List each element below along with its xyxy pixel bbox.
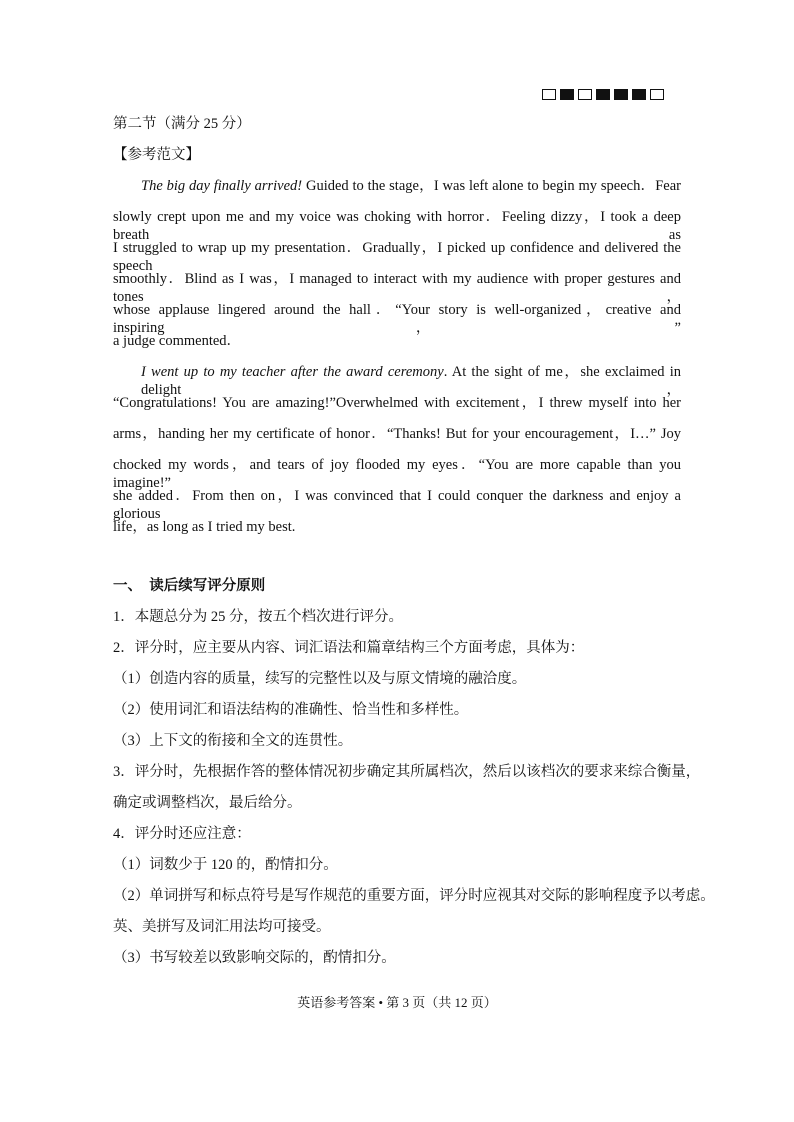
rule-2-item-2: （2）使用词汇和语法结构的准确性、恰当性和多样性。 xyxy=(113,702,469,718)
para2-line6: life，as long as I tried my best. xyxy=(113,519,296,535)
square-open-icon xyxy=(578,89,592,100)
square-filled-icon xyxy=(560,89,574,100)
para2-line1-text: . At the sight of me，she exclaimed in delight， xyxy=(141,364,682,398)
para2-line4: chocked my words，and tears of joy flooded my eyes．“You are more capable than you imagine!” xyxy=(113,457,681,491)
rule-4-item-2-line1: （2）单词拼写和标点符号是写作规范的重要方面，评分时应视其对交际的影响程度予以考虑。 xyxy=(113,888,715,904)
section-title: 第二节（满分 25 分） xyxy=(113,116,251,132)
rule-2-item-1: （1）创造内容的质量，续写的完整性以及与原文情境的融洽度。 xyxy=(113,671,527,687)
rule-1: 1．本题总分为 25 分，按五个档次进行评分。 xyxy=(113,609,403,625)
para1-line1-text: Guided to the stage，I was left alone to begin my speech．Fear xyxy=(302,178,682,194)
para1-line4: smoothly．Blind as I was，I managed to interact with my audience with proper gestures and tones， xyxy=(113,271,681,305)
square-filled-icon xyxy=(632,89,646,100)
para2-line2: “Congratulations! You are amazing!”Overwhelmed with excitement，I threw myself into her xyxy=(113,395,681,411)
page-footer: 英语参考答案 • 第 3 页（共 12 页） xyxy=(297,995,497,1010)
para1-line1 xyxy=(141,177,681,195)
reference-heading: 【参考范文】 xyxy=(113,147,200,163)
header-squares xyxy=(542,89,664,100)
para2-line5: she added．From then on，I was convinced that I could conquer the darkness and enjoy a glorious xyxy=(113,488,681,522)
para2-line3: arms，handing her my certificate of honor．“Thanks! But for your encouragement，I…” Joy xyxy=(113,426,681,442)
para1-line2: slowly crept upon me and my voice was choking with horror．Feeling dizzy，I took a deep breath as xyxy=(113,209,681,243)
rule-4-item-1: （1）词数少于 120 的，酌情扣分。 xyxy=(113,857,338,873)
square-filled-icon xyxy=(596,89,610,100)
rule-3-line2: 确定或调整档次，最后给分。 xyxy=(113,795,302,811)
rule-2: 2．评分时，应主要从内容、词汇语法和篇章结构三个方面考虑，具体为： xyxy=(113,640,585,656)
para1-italic-opening: The big day finally arrived! xyxy=(141,178,303,194)
square-filled-icon xyxy=(614,89,628,100)
square-open-icon xyxy=(650,89,664,100)
rule-4-item-2-line2: 英、美拼写及词汇用法均可接受。 xyxy=(113,919,331,935)
rule-4-item-3: （3）书写较差以致影响交际的，酌情扣分。 xyxy=(113,950,396,966)
rule-4: 4．评分时还应注意： xyxy=(113,826,251,842)
rules-heading: 一、 读后续写评分原则 xyxy=(113,578,266,594)
rule-2-item-3: （3）上下文的衔接和全文的连贯性。 xyxy=(113,733,353,749)
rule-3-line1: 3．评分时，先根据作答的整体情况初步确定其所属档次，然后以该档次的要求来综合衡量， xyxy=(113,764,701,780)
para1-line5: whose applause lingered around the hall．“Your story is well-organized，creative and inspiring，” xyxy=(113,302,681,336)
para1-line3: I struggled to wrap up my presentation．Gradually，I picked up confidence and delivered the speech xyxy=(113,240,681,274)
square-open-icon xyxy=(542,89,556,100)
para2-italic-opening: I went up to my teacher after the award ceremony xyxy=(141,364,444,380)
para1-line6: a judge commented． xyxy=(113,333,242,349)
